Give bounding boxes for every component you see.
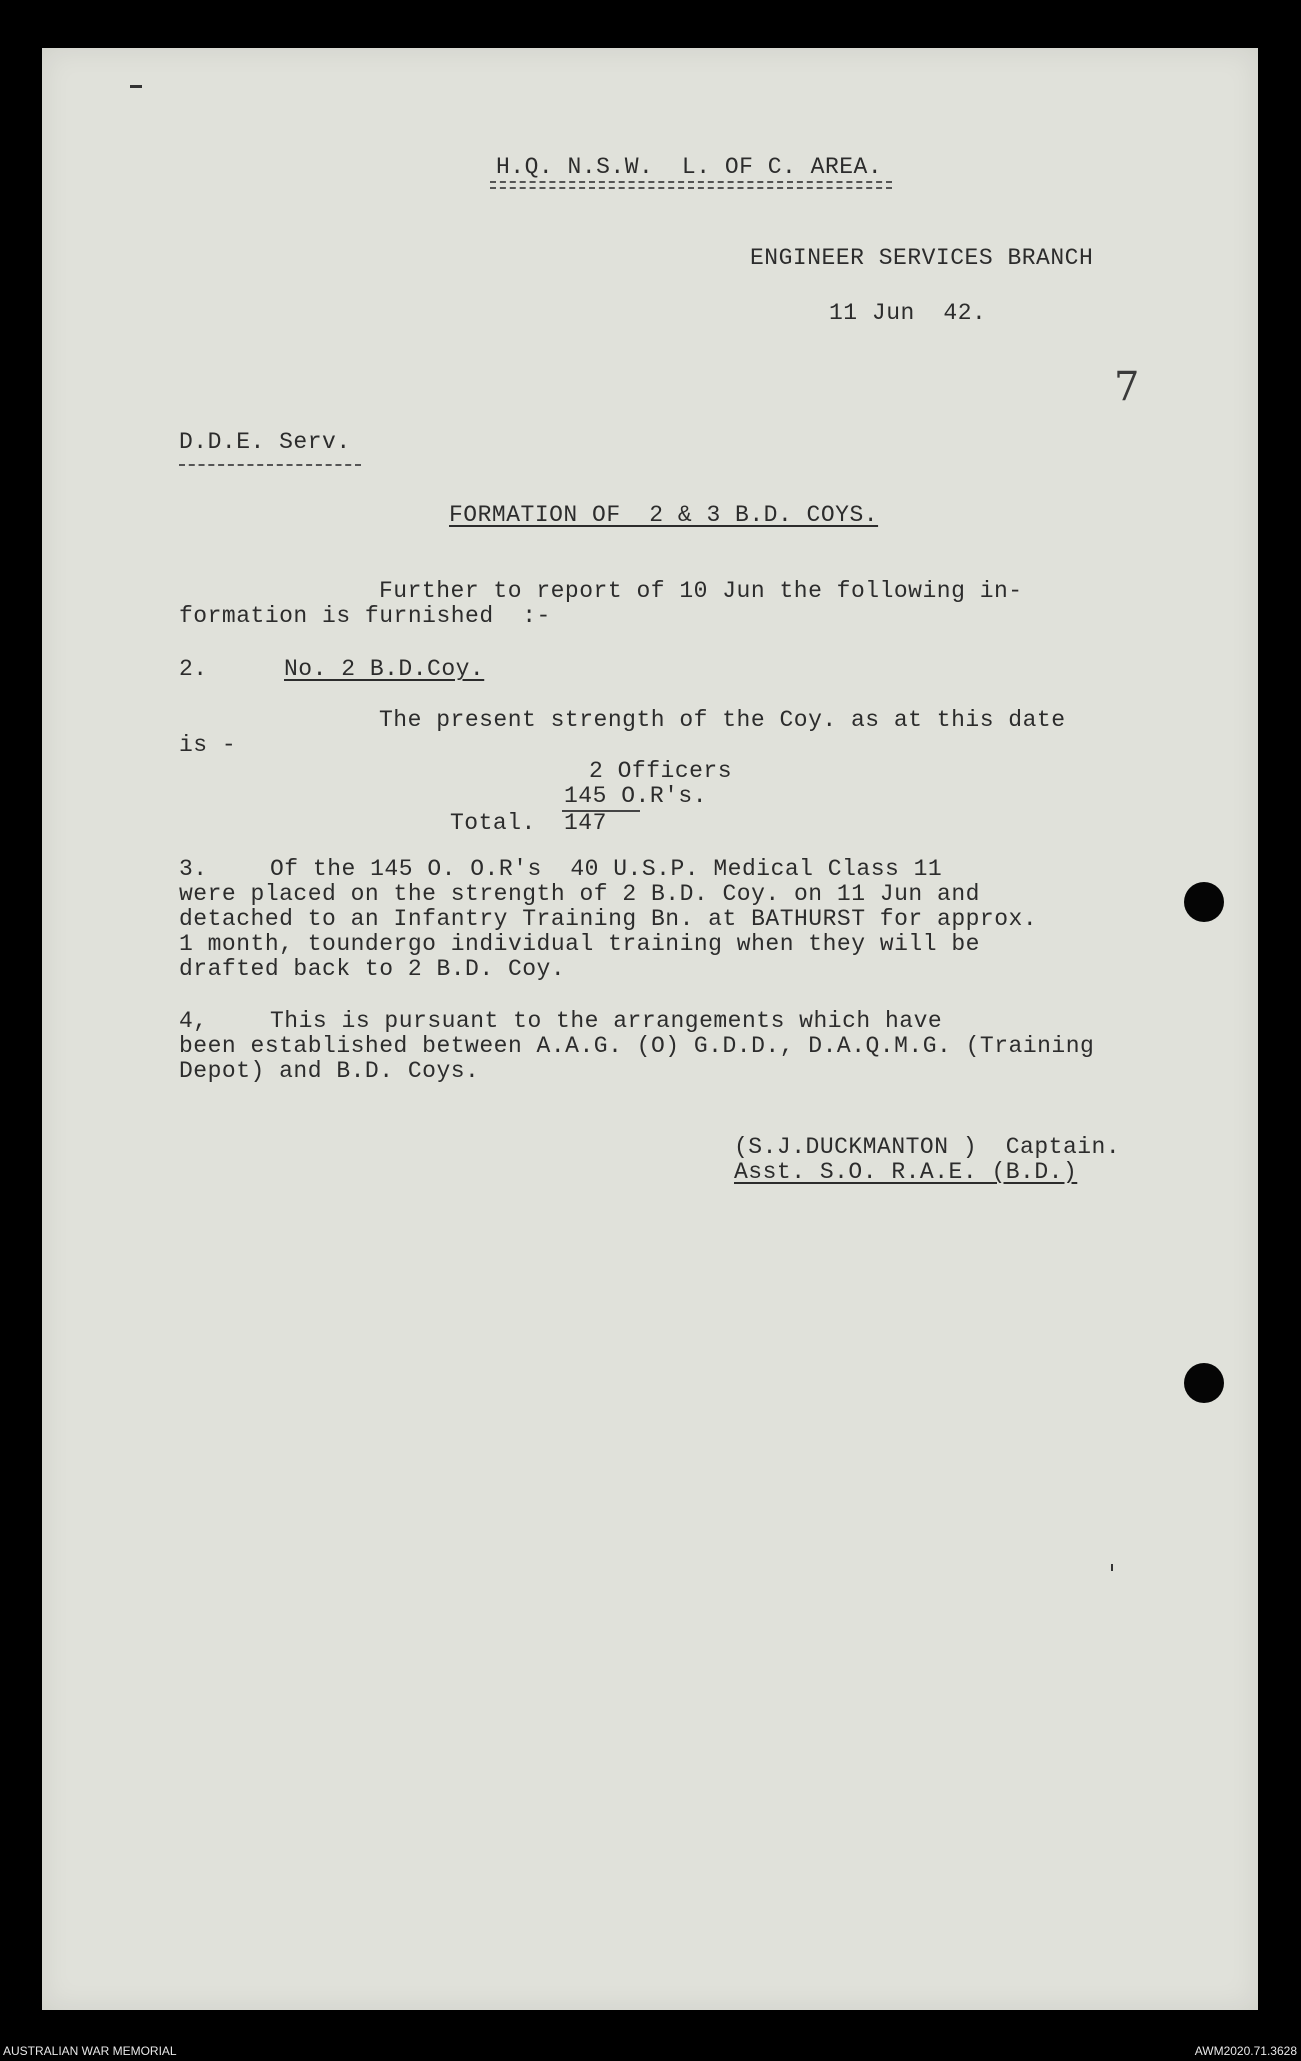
para3-line4: 1 month, toundergo individual training when they will be <box>179 931 980 957</box>
para2-number: 2. <box>179 656 208 682</box>
para3-line1: Of the 145 O. O.R's 40 U.S.P. Medical Class 11 <box>270 856 943 882</box>
addressee-underline <box>179 464 361 466</box>
margin-mark <box>1111 1564 1113 1571</box>
subject-line: FORMATION OF 2 & 3 B.D. COYS. <box>449 502 879 528</box>
para2-title: No. 2 B.D.Coy. <box>284 656 485 682</box>
para2-line2: is - <box>179 732 237 758</box>
footer-institution: AUSTRALIAN WAR MEMORIAL <box>3 2044 177 2058</box>
document-page <box>42 48 1258 2010</box>
para3-line2: were placed on the strength of 2 B.D. Coy. on 11 Jun and <box>179 881 980 907</box>
document-heading: H.Q. N.S.W. L. OF C. AREA. <box>496 154 883 180</box>
margin-mark <box>130 85 142 88</box>
para3-line5: drafted back to 2 B.D. Coy. <box>179 956 566 982</box>
para4-line2: been established between A.A.G. (O) G.D.D., D.A.Q.M.G. (Training <box>179 1033 1095 1059</box>
strength-total-value: 147 <box>564 810 607 836</box>
punch-hole <box>1184 882 1224 922</box>
para3-line3: detached to an Infantry Training Bn. at BATHURST for approx. <box>179 906 1038 932</box>
para1-line2: formation is furnished :- <box>179 603 551 629</box>
footer-accession-number: AWM2020.71.3628 <box>1194 2044 1297 2058</box>
para3-number: 3. <box>179 856 208 882</box>
para4-line1: This is pursuant to the arrangements which have <box>270 1008 943 1034</box>
heading-underline <box>490 181 892 189</box>
para4-number: 4, <box>179 1008 208 1034</box>
para2-line1: The present strength of the Coy. as at this date <box>379 707 1066 733</box>
document-date: 11 Jun 42. <box>829 300 987 326</box>
strength-ors: 145 O.R's. <box>564 783 708 809</box>
addressee: D.D.E. Serv. <box>179 429 351 455</box>
para1-line1: Further to report of 10 Jun the following in- <box>379 578 1023 604</box>
strength-officers: 2 Officers <box>589 758 733 784</box>
page-number: 7 <box>1114 364 1140 410</box>
strength-total-label: Total. <box>450 810 536 836</box>
signature-name: (S.J.DUCKMANTON ) Captain. <box>734 1134 1121 1160</box>
branch-name: ENGINEER SERVICES BRANCH <box>750 245 1094 271</box>
signature-title: Asst. S.O. R.A.E. (B.D.) <box>734 1159 1078 1185</box>
punch-hole <box>1184 1363 1224 1403</box>
para4-line3: Depot) and B.D. Coys. <box>179 1058 480 1084</box>
